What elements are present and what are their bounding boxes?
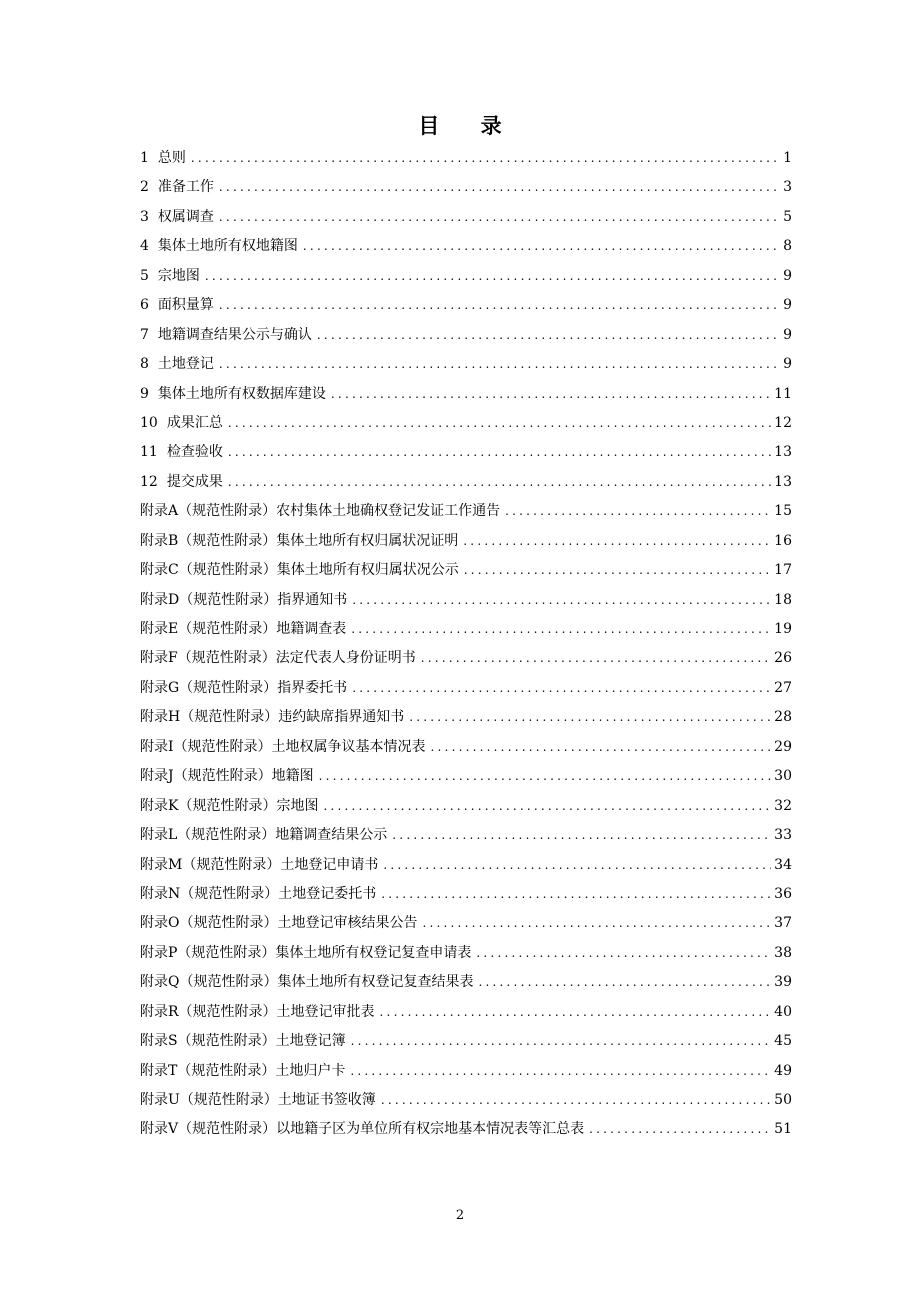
toc-entry[interactable] xyxy=(140,998,792,1027)
toc-entry[interactable] xyxy=(140,144,792,173)
toc-entry-label: 附录J（规范性附录）地籍图 xyxy=(140,768,314,785)
toc-entry-label: 宗地图 xyxy=(157,267,200,284)
toc-dot-leader xyxy=(392,821,771,850)
toc-entry-label: 附录H（规范性附录）违约缺席指界通知书 xyxy=(140,709,405,726)
toc-dot-leader xyxy=(219,350,780,379)
toc-dot-leader xyxy=(464,556,771,585)
toc-entry-page: 3 xyxy=(783,179,792,196)
toc-dot-leader xyxy=(319,762,772,791)
page-title: 目 录 xyxy=(418,114,519,138)
toc-entry-label: 附录I（规范性附录）土地权属争议基本情况表 xyxy=(140,738,426,755)
toc-entry-label: 权属调查 xyxy=(157,208,214,225)
toc-entry[interactable] xyxy=(140,1057,792,1086)
toc-entry[interactable] xyxy=(140,203,792,232)
toc-entry-page: 33 xyxy=(774,827,792,844)
toc-dot-leader xyxy=(317,321,780,350)
toc-entry[interactable] xyxy=(140,615,792,644)
toc-entry-page: 45 xyxy=(774,1033,792,1050)
toc-entry-page: 49 xyxy=(774,1062,792,1079)
toc-entry-page: 13 xyxy=(774,444,792,461)
toc-entry-label: 附录V（规范性附录）以地籍子区为单位所有权宗地基本情况表等汇总表 xyxy=(140,1121,585,1138)
toc-dot-leader xyxy=(505,497,771,526)
toc-entry-page: 34 xyxy=(774,856,792,873)
toc-dot-leader xyxy=(352,586,771,615)
toc-dot-leader xyxy=(228,409,771,438)
toc-entry-page: 38 xyxy=(774,944,792,961)
table-of-contents xyxy=(140,144,792,1145)
toc-entry-page: 27 xyxy=(774,679,792,696)
toc-entry-page: 19 xyxy=(774,621,792,637)
toc-entry-page: 9 xyxy=(783,297,792,314)
toc-entry[interactable] xyxy=(140,409,792,438)
toc-entry-number: 2 xyxy=(140,179,149,196)
toc-dot-leader xyxy=(431,733,772,762)
toc-entry-page: 37 xyxy=(774,915,792,932)
toc-dot-leader xyxy=(383,851,771,880)
toc-dot-leader xyxy=(351,1027,772,1056)
toc-entry-label: 附录K（规范性附录）宗地图 xyxy=(140,797,319,814)
toc-entry-page: 12 xyxy=(774,414,792,431)
toc-dot-leader xyxy=(409,703,771,732)
toc-entry-label: 附录B（规范性附录）集体土地所有权归属状况证明 xyxy=(140,532,459,549)
toc-entry-label: 总则 xyxy=(157,150,186,166)
toc-entry-label: 附录S（规范性附录）土地登记簿 xyxy=(140,1033,346,1050)
toc-entry-label: 提交成果 xyxy=(166,473,223,490)
toc-entry[interactable] xyxy=(140,380,792,409)
toc-entry-page: 28 xyxy=(774,709,792,726)
toc-entry-number: 9 xyxy=(140,385,149,402)
toc-entry-page: 17 xyxy=(774,562,792,579)
toc-entry-number: 12 xyxy=(140,473,158,490)
toc-entry-label: 附录P（规范性附录）集体土地所有权登记复查申请表 xyxy=(140,944,472,961)
toc-dot-leader xyxy=(476,939,771,968)
toc-entry-number: 7 xyxy=(140,326,149,343)
toc-entry-number: 3 xyxy=(140,208,149,225)
toc-dot-leader xyxy=(191,144,780,173)
toc-dot-leader xyxy=(351,615,771,644)
toc-entry-page: 26 xyxy=(774,650,792,667)
toc-entry-label: 附录O（规范性附录）土地登记审核结果公告 xyxy=(140,915,418,932)
toc-entry-number: 4 xyxy=(140,238,149,255)
toc-dot-leader xyxy=(463,527,771,556)
toc-dot-leader xyxy=(331,380,771,409)
toc-dot-leader xyxy=(421,644,771,673)
toc-dot-leader xyxy=(478,968,771,997)
toc-entry[interactable] xyxy=(140,792,792,821)
toc-entry[interactable] xyxy=(140,556,792,585)
toc-entry[interactable] xyxy=(140,851,792,880)
toc-entry-label: 附录T（规范性附录）土地归户卡 xyxy=(140,1062,346,1079)
toc-entry-label: 集体土地所有权数据库建设 xyxy=(157,385,326,402)
page-number: 2 xyxy=(455,1208,465,1223)
toc-dot-leader xyxy=(381,1086,771,1115)
toc-entry[interactable] xyxy=(140,438,792,467)
toc-entry-page: 13 xyxy=(774,473,792,490)
toc-dot-leader xyxy=(422,909,771,938)
toc-entry-number: 10 xyxy=(140,414,158,431)
toc-entry-label: 地籍调查结果公示与确认 xyxy=(157,326,312,343)
toc-dot-leader xyxy=(228,468,771,497)
toc-entry[interactable] xyxy=(140,939,792,968)
toc-dot-leader xyxy=(323,792,771,821)
toc-entry[interactable] xyxy=(140,880,792,909)
toc-entry-page: 18 xyxy=(774,591,792,608)
toc-dot-leader xyxy=(219,173,780,202)
toc-entry-label: 附录M（规范性附录）土地登记申请书 xyxy=(140,856,379,873)
toc-entry[interactable] xyxy=(140,232,792,261)
toc-entry-page: 40 xyxy=(774,1003,792,1020)
toc-entry-page: 15 xyxy=(774,503,792,520)
toc-entry-label: 附录Q（规范性附录）集体土地所有权登记复查结果表 xyxy=(140,974,474,991)
toc-dot-leader xyxy=(303,232,780,261)
toc-entry-page: 9 xyxy=(783,356,792,373)
toc-entry-label: 附录N（规范性附录）土地登记委托书 xyxy=(140,885,377,902)
toc-entry-page: 11 xyxy=(774,385,792,402)
toc-entry[interactable] xyxy=(140,968,792,997)
toc-entry-label: 集体土地所有权地籍图 xyxy=(157,238,298,255)
toc-entry-label: 附录D（规范性附录）指界通知书 xyxy=(140,591,348,608)
toc-entry-label: 附录A（规范性附录）农村集体土地确权登记发证工作通告 xyxy=(140,503,501,520)
toc-entry[interactable] xyxy=(140,821,792,850)
toc-entry-label: 检查验收 xyxy=(166,444,223,461)
toc-entry-label: 附录L（规范性附录）地籍调查结果公示 xyxy=(140,827,388,844)
toc-entry[interactable] xyxy=(140,527,792,556)
toc-entry-page: 30 xyxy=(774,768,792,785)
toc-entry-number: 11 xyxy=(140,444,158,461)
toc-entry[interactable] xyxy=(140,644,792,673)
toc-entry-label: 附录R（规范性附录）土地登记审批表 xyxy=(140,1003,375,1020)
toc-entry[interactable] xyxy=(140,1086,792,1115)
toc-entry-label: 面积量算 xyxy=(157,297,214,314)
toc-entry[interactable] xyxy=(140,262,792,291)
toc-entry[interactable] xyxy=(140,586,792,615)
toc-entry-page: 1 xyxy=(783,150,792,166)
toc-entry-number: 8 xyxy=(140,356,149,373)
toc-entry-page: 50 xyxy=(774,1092,792,1108)
toc-entry-page: 36 xyxy=(774,885,792,902)
toc-entry[interactable] xyxy=(140,674,792,703)
toc-entry-label: 附录U（规范性附录）土地证书签收簿 xyxy=(140,1092,376,1108)
toc-entry-page: 9 xyxy=(783,267,792,284)
toc-dot-leader xyxy=(219,291,780,320)
toc-entry-page: 39 xyxy=(774,974,792,991)
toc-entry[interactable] xyxy=(140,291,792,320)
toc-entry[interactable] xyxy=(140,497,792,526)
toc-entry[interactable] xyxy=(140,1027,792,1056)
toc-entry-number: 6 xyxy=(140,297,149,314)
toc-entry-page: 9 xyxy=(783,326,792,343)
toc-entry[interactable] xyxy=(140,733,792,762)
toc-entry[interactable] xyxy=(140,468,792,497)
toc-dot-leader xyxy=(205,262,780,291)
toc-entry-number: 5 xyxy=(140,267,149,284)
toc-entry[interactable] xyxy=(140,909,792,938)
toc-entry[interactable] xyxy=(140,703,792,732)
toc-entry[interactable] xyxy=(140,1115,792,1144)
toc-entry-page: 8 xyxy=(783,238,792,255)
toc-dot-leader xyxy=(219,203,780,232)
toc-entry-label: 准备工作 xyxy=(157,179,214,196)
toc-dot-leader xyxy=(350,1057,771,1086)
toc-entry-page: 51 xyxy=(774,1121,792,1138)
toc-entry[interactable] xyxy=(140,350,792,379)
toc-dot-leader xyxy=(380,998,772,1027)
toc-entry-label: 附录C（规范性附录）集体土地所有权归属状况公示 xyxy=(140,562,459,579)
toc-entry[interactable] xyxy=(140,321,792,350)
toc-entry-label: 土地登记 xyxy=(157,356,214,373)
toc-entry[interactable] xyxy=(140,762,792,791)
toc-entry-label: 附录F（规范性附录）法定代表人身份证明书 xyxy=(140,650,416,667)
toc-entry-number: 1 xyxy=(140,150,149,166)
toc-entry-page: 29 xyxy=(774,738,792,755)
toc-entry-label: 附录E（规范性附录）地籍调查表 xyxy=(140,621,347,637)
toc-entry-label: 成果汇总 xyxy=(166,414,223,431)
toc-entry-page: 16 xyxy=(774,532,792,549)
toc-dot-leader xyxy=(228,438,771,467)
toc-entry-label: 附录G（规范性附录）指界委托书 xyxy=(140,679,348,696)
toc-dot-leader xyxy=(352,674,771,703)
toc-dot-leader xyxy=(381,880,771,909)
toc-entry-page: 5 xyxy=(783,208,792,225)
toc-dot-leader xyxy=(589,1115,771,1144)
toc-entry-page: 32 xyxy=(774,797,792,814)
toc-entry[interactable] xyxy=(140,173,792,202)
